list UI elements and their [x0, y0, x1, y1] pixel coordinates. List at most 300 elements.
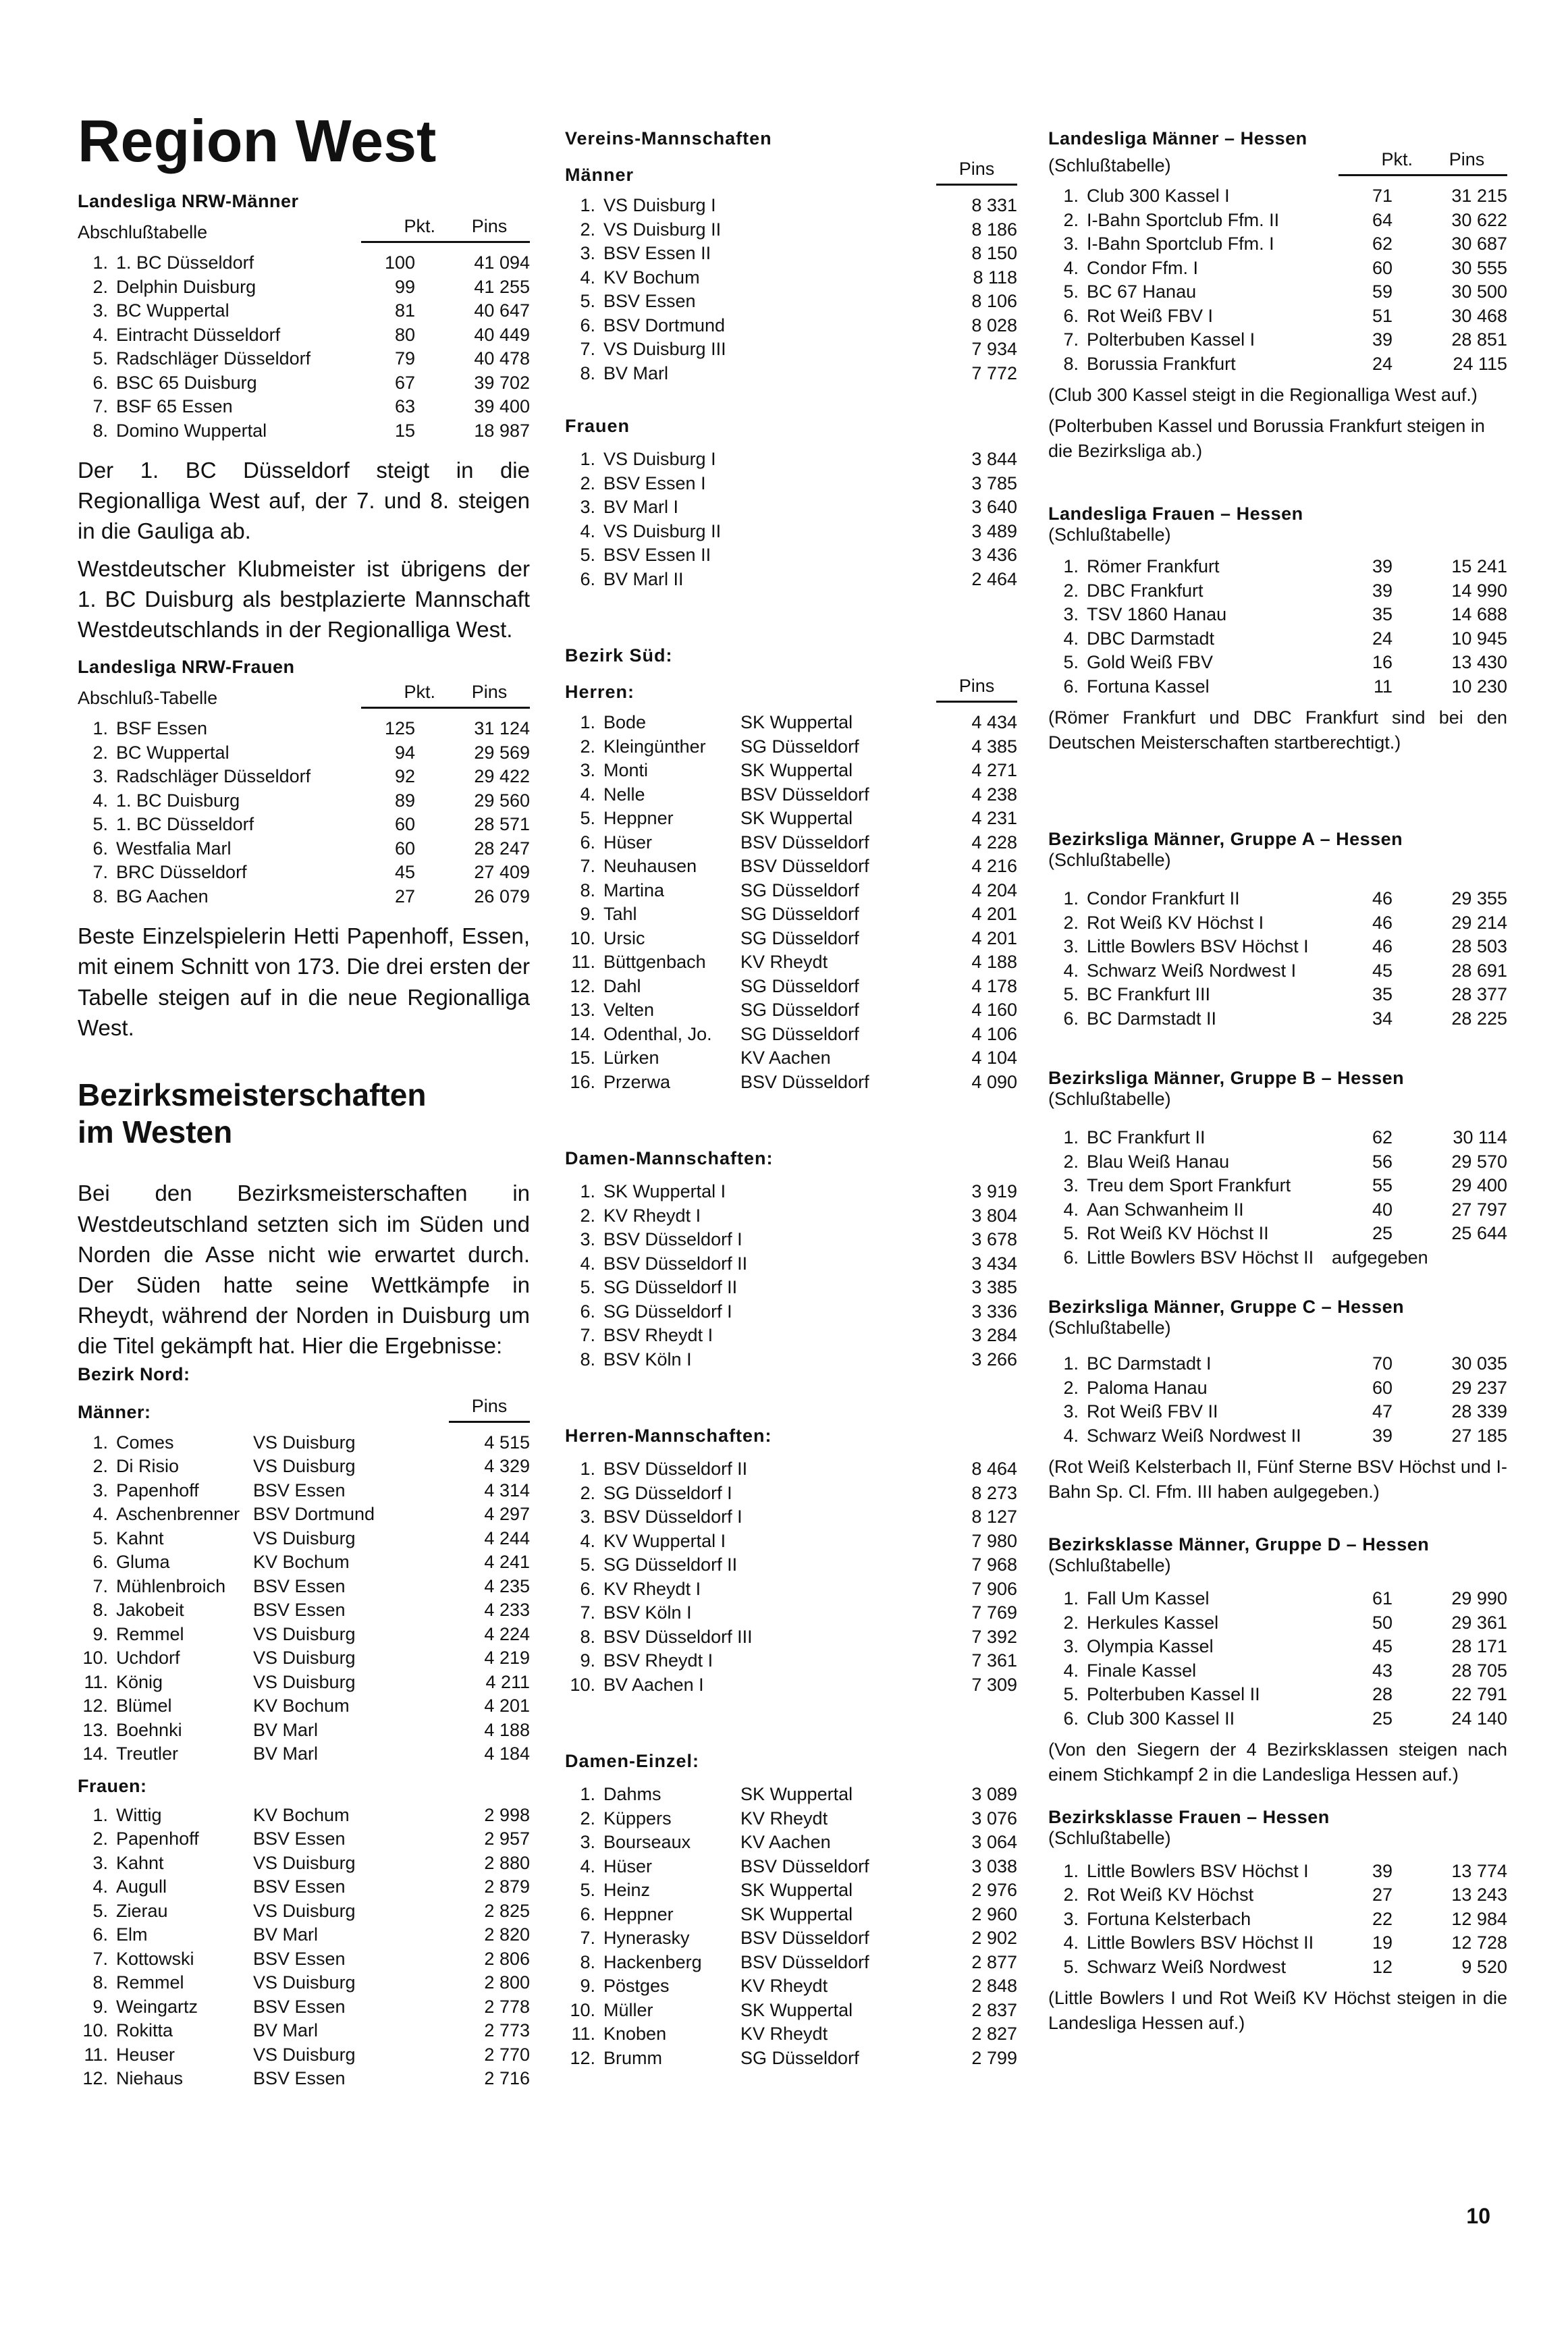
pins-cell: 2 848: [971, 1976, 1017, 1996]
pins-cell: 25 644: [1451, 1223, 1507, 1244]
name-cell: Schwarz Weiß Nordwest I: [1087, 960, 1297, 981]
points-cell: 125: [384, 718, 415, 739]
table-row: [1048, 209, 1507, 233]
rank-cell: 12.: [82, 2068, 108, 2089]
table-row: [565, 1505, 1017, 1530]
rank-cell: 1.: [92, 252, 108, 273]
name-cell: Tahl: [603, 904, 637, 924]
team-table: [565, 1457, 1017, 1697]
table-header: [78, 682, 530, 709]
table-row: [78, 2019, 530, 2043]
points-cell: 60: [1372, 257, 1393, 278]
status-cell: aufgegeben: [1332, 1247, 1428, 1268]
points-cell: 60: [394, 814, 415, 835]
name-cell: Domino Wuppertal: [116, 420, 267, 441]
pins-cell: 24 115: [1453, 353, 1507, 374]
table-row: [565, 1855, 1017, 1879]
name-cell: Little Bowlers BSV Höchst I: [1087, 936, 1309, 957]
table-row: [78, 1623, 530, 1647]
name-cell: Herkules Kassel: [1087, 1612, 1219, 1633]
pins-cell: 7 769: [971, 1602, 1017, 1623]
name-cell: BV Marl II: [603, 568, 684, 589]
name-cell: Mühlenbroich: [116, 1575, 226, 1596]
rank-cell: 5.: [580, 808, 595, 828]
table-row: [78, 1995, 530, 2020]
pins-cell: 28 225: [1451, 1008, 1507, 1029]
name-cell: Heinz: [603, 1880, 651, 1900]
pins-cell: 3 804: [971, 1205, 1017, 1226]
table-row: [565, 1951, 1017, 1975]
name-cell: SG Düsseldorf I: [603, 1301, 732, 1322]
table-row: [78, 1575, 530, 1599]
club-cell: BV Marl: [253, 1924, 319, 1945]
name-cell: BV Aachen I: [603, 1674, 704, 1695]
pins-cell: 29 237: [1451, 1377, 1507, 1398]
name-cell: Little Bowlers BSV Höchst I: [1087, 1860, 1309, 1881]
rank-cell: 4.: [1063, 628, 1079, 649]
name-cell: Römer Frankfurt: [1087, 556, 1220, 577]
rank-cell: 11.: [571, 952, 595, 972]
name-cell: KV Rheydt I: [603, 1205, 701, 1226]
name-cell: Odenthal, Jo.: [603, 1023, 712, 1044]
table-row: [565, 1482, 1017, 1506]
pins-cell: 4 201: [484, 1696, 530, 1716]
pins-cell: 30 555: [1451, 257, 1507, 278]
points-cell: 25: [1372, 1223, 1393, 1244]
pins-cell: 2 825: [484, 1900, 530, 1921]
pins-cell: 4 201: [971, 927, 1017, 948]
rank-cell: 7.: [580, 1928, 595, 1948]
name-cell: Finale Kassel: [1087, 1660, 1197, 1681]
pins-cell: 3 919: [971, 1181, 1017, 1201]
table-row: [1048, 1931, 1507, 1955]
table-row: [78, 1923, 530, 1947]
table-row: [78, 1527, 530, 1551]
table-row: [78, 395, 530, 419]
rank-cell: 4.: [580, 267, 595, 288]
rank-cell: 2.: [92, 1456, 108, 1477]
rank-cell: 3.: [92, 300, 108, 321]
table-row: [1048, 1611, 1507, 1635]
rank-cell: 4.: [92, 1504, 108, 1525]
pins-cell: 30 687: [1451, 234, 1507, 254]
pins-cell: 8 464: [971, 1459, 1017, 1479]
rank-cell: 1.: [92, 1804, 108, 1825]
club-cell: BSV Essen: [253, 2068, 346, 2089]
column-right: [1048, 128, 1507, 2042]
pins-cell: 3 076: [971, 1808, 1017, 1829]
club-cell: KV Aachen: [740, 1832, 831, 1852]
table-row: [1048, 675, 1507, 699]
name-cell: Hynerasky: [603, 1928, 690, 1948]
section-heading: Landesliga Frauen – Hessen: [1048, 504, 1303, 524]
club-cell: VS Duisburg: [253, 1900, 356, 1921]
table-row: [565, 950, 1017, 975]
pins-cell: 18 987: [474, 420, 530, 441]
table-row: [1048, 603, 1507, 627]
table-row: [565, 807, 1017, 831]
pins-cell: 28 503: [1451, 936, 1507, 957]
pins-cell: 31 215: [1451, 186, 1507, 206]
pins-cell: 3 489: [971, 520, 1017, 541]
club-cell: BSV Düsseldorf: [740, 1928, 869, 1948]
rank-cell: 2.: [1063, 1377, 1079, 1398]
pins-cell: 4 188: [971, 952, 1017, 972]
name-cell: Blümel: [116, 1696, 172, 1716]
points-cell: 35: [1372, 984, 1393, 1005]
points-cell: 25: [1372, 1708, 1393, 1729]
name-cell: I-Bahn Sportclub Ffm. II: [1087, 209, 1280, 230]
club-cell: BSV Düsseldorf: [740, 1856, 869, 1876]
rank-cell: 2.: [1063, 912, 1079, 933]
rank-cell: 8.: [580, 362, 595, 383]
pins-cell: 4 238: [971, 784, 1017, 805]
table-row: [565, 1252, 1017, 1276]
rank-cell: 4.: [1063, 1199, 1079, 1220]
name-cell: BSV Essen I: [603, 472, 706, 493]
name-cell: BSV Dortmund: [603, 315, 726, 335]
name-cell: BSV Essen II: [603, 243, 711, 263]
table-row: [565, 218, 1017, 242]
nrw-maenner-section: [78, 191, 530, 645]
points-cell: 47: [1372, 1401, 1393, 1422]
note: (Römer Frankfurt und DBC Frankfurt sind bei den Deutschen Meisterschaften startberechtigt.): [1048, 707, 1507, 753]
name-cell: BV Marl I: [603, 497, 679, 517]
table-header: [565, 676, 1017, 703]
points-cell: 39: [1372, 556, 1393, 577]
pins-cell: 4 219: [484, 1648, 530, 1669]
points-cell: 27: [1372, 1885, 1393, 1905]
name-cell: Boehnki: [116, 1719, 182, 1740]
subsection-heading: Frauen: [565, 416, 630, 436]
pins-cell: 7 392: [971, 1626, 1017, 1647]
name-cell: Rokitta: [116, 2020, 173, 2041]
points-cell: 59: [1372, 281, 1393, 302]
table-row: [1048, 1007, 1507, 1031]
name-cell: Rot Weiß FBV I: [1087, 305, 1214, 326]
name-cell: I-Bahn Sportclub Ffm. I: [1087, 234, 1274, 254]
rank-cell: 10.: [82, 1648, 108, 1669]
table-row: [78, 1598, 530, 1623]
table-row: [78, 1804, 530, 1828]
table-row: [78, 275, 530, 300]
table-row: [78, 1431, 530, 1455]
table-row: [565, 1457, 1017, 1482]
club-cell: VS Duisburg: [253, 1972, 356, 1993]
rank-cell: 5.: [92, 1900, 108, 1921]
rank-cell: 2.: [92, 742, 108, 763]
table-row: [1048, 1635, 1507, 1659]
section-heading: Landesliga NRW-Männer: [78, 191, 299, 211]
pins-cell: 8 127: [971, 1507, 1017, 1527]
rank-cell: 3.: [580, 760, 595, 780]
pins-cell: 30 622: [1451, 209, 1507, 230]
table-row: [78, 1479, 530, 1503]
pins-cell: 2 957: [484, 1829, 530, 1849]
pins-cell: 2 800: [484, 1972, 530, 1993]
table-row: [565, 337, 1017, 362]
club-cell: VS Duisburg: [253, 1623, 356, 1644]
club-cell: VS Duisburg: [253, 1432, 356, 1453]
pins-cell: 2 806: [484, 1948, 530, 1969]
table-row: [565, 1999, 1017, 2023]
rank-cell: 1.: [1063, 556, 1079, 577]
pins-cell: 39 400: [474, 396, 530, 416]
col-header-pins: Pins: [449, 216, 530, 243]
table-row: [78, 251, 530, 275]
subsection-heading: Männer:: [78, 1401, 151, 1422]
name-cell: Kahnt: [116, 1527, 164, 1548]
name-cell: VS Duisburg II: [603, 219, 722, 240]
club-cell: SK Wuppertal: [740, 1880, 853, 1900]
col-header-pins: Pins: [936, 676, 1017, 703]
rank-cell: 7.: [92, 1575, 108, 1596]
table-row: [565, 1577, 1017, 1602]
name-cell: Ursic: [603, 927, 645, 948]
name-cell: Wittig: [116, 1804, 162, 1825]
table-row: [78, 371, 530, 396]
name-cell: Heuser: [116, 2044, 175, 2065]
rank-cell: 3.: [580, 243, 595, 263]
table-row: [78, 813, 530, 837]
table-row: [78, 1718, 530, 1743]
section-heading: Landesliga NRW-Frauen: [78, 657, 295, 678]
rank-cell: 9.: [580, 1976, 595, 1996]
section-heading: Bezirksklasse Frauen – Hessen: [1048, 1806, 1330, 1827]
name-cell: Little Bowlers BSV Höchst II: [1087, 1247, 1314, 1268]
pins-cell: 30 035: [1451, 1353, 1507, 1374]
standings-table: [1048, 887, 1507, 1031]
pins-cell: 3 038: [971, 1856, 1017, 1876]
rank-cell: 2.: [580, 1482, 595, 1503]
table-row: [78, 1503, 530, 1527]
pins-cell: 2 716: [484, 2068, 530, 2089]
table-row: [1048, 280, 1507, 304]
rank-cell: 9.: [92, 1996, 108, 2017]
subsection-heading: Damen-Mannschaften:: [565, 1148, 774, 1168]
name-cell: SG Düsseldorf II: [603, 1554, 738, 1575]
club-cell: BV Marl: [253, 1719, 319, 1740]
pins-cell: 28 247: [474, 838, 530, 859]
hessen-bezirksklasse-d: [1048, 1534, 1507, 1787]
club-cell: SK Wuppertal: [740, 1784, 853, 1804]
table-row: [78, 1646, 530, 1671]
pins-cell: 2 778: [484, 1996, 530, 2017]
points-cell: 15: [394, 420, 415, 441]
name-cell: Monti: [603, 760, 649, 780]
pins-cell: 8 186: [971, 219, 1017, 240]
points-cell: 62: [1372, 1127, 1393, 1148]
name-cell: Jakobeit: [116, 1600, 184, 1621]
name-cell: TSV 1860 Hanau: [1087, 604, 1227, 625]
table-row: [1048, 1955, 1507, 1980]
pins-cell: 28 339: [1451, 1401, 1507, 1422]
hessen-bezirksliga-b: [1048, 1068, 1507, 1270]
rank-cell: 5.: [92, 348, 108, 369]
name-cell: BSV Köln I: [603, 1602, 692, 1623]
rank-cell: 11.: [84, 1671, 108, 1692]
name-cell: 1. BC Düsseldorf: [116, 814, 254, 835]
name-cell: Blau Weiß Hanau: [1087, 1151, 1230, 1172]
points-cell: 63: [394, 396, 415, 416]
rank-cell: 4.: [1063, 257, 1079, 278]
pins-cell: 4 106: [971, 1023, 1017, 1044]
table-row: [565, 543, 1017, 568]
rank-cell: 9.: [580, 1650, 595, 1671]
table-row: [565, 1903, 1017, 1927]
table-row: [78, 1851, 530, 1876]
table-subtitle: (Schlußtabelle): [1048, 1555, 1171, 1576]
points-cell: 60: [394, 838, 415, 859]
pins-cell: 13 774: [1451, 1860, 1507, 1881]
rank-cell: 8.: [92, 1600, 108, 1621]
name-cell: Niehaus: [116, 2068, 184, 2089]
table-row: [1048, 579, 1507, 603]
rank-cell: 14.: [82, 1743, 108, 1764]
name-cell: Remmel: [116, 1623, 184, 1644]
rank-cell: 11.: [84, 2044, 108, 2065]
club-cell: SK Wuppertal: [740, 1903, 853, 1924]
name-cell: BC 67 Hanau: [1087, 281, 1197, 302]
points-cell: 11: [1373, 676, 1393, 697]
table-row: [565, 1204, 1017, 1228]
table-row: [565, 266, 1017, 290]
name-cell: Olympia Kassel: [1087, 1636, 1214, 1657]
name-cell: Bourseaux: [603, 1832, 691, 1852]
club-cell: SG Düsseldorf: [740, 975, 859, 996]
rank-cell: 1.: [1063, 888, 1079, 909]
standings-table: [1048, 1126, 1507, 1270]
name-cell: Polterbuben Kassel I: [1087, 329, 1255, 350]
rank-cell: 4.: [92, 1876, 108, 1897]
name-cell: Comes: [116, 1432, 174, 1453]
table-row: [565, 194, 1017, 218]
rank-cell: 2.: [1063, 1151, 1079, 1172]
name-cell: BC Frankfurt II: [1087, 1127, 1206, 1148]
table-row: [1048, 352, 1507, 377]
name-cell: Aschenbrenner: [116, 1504, 240, 1525]
rank-cell: 1.: [1063, 1127, 1079, 1148]
points-cell: 55: [1372, 1175, 1393, 1196]
section-title-line2: im Westen: [78, 1114, 233, 1150]
name-cell: SK Wuppertal I: [603, 1181, 726, 1201]
table-row: [565, 1601, 1017, 1625]
pins-cell: 3 785: [971, 472, 1017, 493]
rank-cell: 2.: [1063, 1885, 1079, 1905]
col-header-pins: Pins: [1426, 149, 1507, 176]
paragraph: Der 1. BC Düsseldorf steigt in die Regionalliga West auf, der 7. und 8. steigen in die Gauliga ab.: [78, 458, 530, 544]
table-row: [565, 783, 1017, 807]
column-middle: [565, 128, 1017, 2070]
club-cell: KV Bochum: [253, 1804, 350, 1825]
table-row: [1048, 304, 1507, 329]
standings-table: [1048, 555, 1507, 699]
subsection-heading: Frauen:: [78, 1775, 147, 1796]
rank-cell: 6.: [1063, 1247, 1079, 1268]
table-row: [565, 290, 1017, 314]
points-cell: 40: [1372, 1199, 1393, 1220]
table-header: [1048, 149, 1507, 176]
name-cell: Dahms: [603, 1784, 661, 1804]
points-cell: 50: [1372, 1612, 1393, 1633]
name-cell: Gluma: [116, 1552, 170, 1573]
rank-cell: 10.: [570, 927, 595, 948]
intro-paragraph: Bei den Bezirksmeisterschaften in Westdeutschland setzten sich im Süden und Norden die Asse nicht wie erwartet durch. Der Süden hatte seine Wettkämpfe in Rheydt, während der Norden in Duisburg um die Titel gekämpft hat. Hier die Ergebnisse:: [78, 1181, 530, 1359]
points-cell: 28: [1372, 1684, 1393, 1705]
pins-cell: 4 241: [484, 1552, 530, 1573]
name-cell: Eintracht Düsseldorf: [116, 324, 281, 345]
rank-cell: 6.: [580, 1301, 595, 1322]
name-cell: Schwarz Weiß Nordwest: [1087, 1956, 1287, 1977]
name-cell: Dahl: [603, 975, 641, 996]
name-cell: BSV Essen II: [603, 545, 711, 565]
hessen-landesliga-maenner: [1048, 128, 1507, 463]
club-cell: BSV Düsseldorf: [740, 832, 869, 852]
standings-table: [1048, 1587, 1507, 1731]
pins-cell: 4 211: [485, 1671, 530, 1692]
pins-cell: 2 880: [484, 1852, 530, 1873]
table-row: [78, 2067, 530, 2091]
pins-cell: 2 877: [971, 1951, 1017, 1972]
rank-cell: 9.: [580, 904, 595, 924]
club-cell: KV Rheydt: [740, 952, 828, 972]
table-row: [565, 2047, 1017, 2071]
rank-cell: 12.: [570, 2047, 595, 2068]
rank-cell: 8.: [92, 1972, 108, 1993]
col-header-pins: Pins: [449, 1396, 530, 1423]
subsection-heading: Herren-Mannschaften:: [565, 1426, 772, 1446]
rank-cell: 16.: [570, 1071, 595, 1092]
hessen-bezirksliga-c: [1048, 1297, 1507, 1504]
name-cell: KV Wuppertal I: [603, 1530, 726, 1551]
club-cell: SG Düsseldorf: [740, 904, 859, 924]
pins-cell: 4 314: [484, 1480, 530, 1500]
points-cell: 12: [1372, 1956, 1393, 1977]
pins-cell: 4 233: [484, 1600, 530, 1621]
table-header: [78, 216, 530, 243]
results-table: [565, 1783, 1017, 2070]
rank-cell: 1.: [580, 195, 595, 215]
col-header-pins: Pins: [936, 159, 1017, 186]
standings-table: [78, 251, 530, 443]
rank-cell: 3.: [1063, 936, 1079, 957]
pins-cell: 10 230: [1451, 676, 1507, 697]
name-cell: VS Duisburg II: [603, 520, 722, 541]
pins-cell: 8 106: [971, 291, 1017, 311]
table-row: [1048, 256, 1507, 281]
table-row: [78, 299, 530, 323]
note: (Von den Siegern der 4 Bezirksklassen steigen nach einem Stichkampf 2 in die Landesliga Hessen auf.): [1048, 1739, 1507, 1785]
rank-cell: 6.: [1063, 1008, 1079, 1029]
rank-cell: 8.: [580, 1626, 595, 1647]
rank-cell: 6.: [580, 315, 595, 335]
section-heading: Bezirksliga Männer, Gruppe C – Hessen: [1048, 1297, 1405, 1318]
points-cell: 35: [1372, 604, 1393, 625]
section-heading: Bezirksklasse Männer, Gruppe D – Hessen: [1048, 1534, 1430, 1555]
points-cell: 45: [1372, 960, 1393, 981]
rank-cell: 1.: [1063, 1860, 1079, 1881]
points-cell: 46: [1372, 936, 1393, 957]
pins-cell: 2 902: [971, 1928, 1017, 1948]
pins-cell: 4 231: [971, 808, 1017, 828]
points-cell: 51: [1372, 305, 1393, 326]
rank-cell: 6.: [580, 1578, 595, 1599]
pins-cell: 3 089: [971, 1784, 1017, 1804]
rank-cell: 3.: [1063, 234, 1079, 254]
table-subtitle: (Schlußtabelle): [1048, 1318, 1171, 1338]
table-row: [565, 1348, 1017, 1372]
results-table: [78, 1804, 530, 2091]
